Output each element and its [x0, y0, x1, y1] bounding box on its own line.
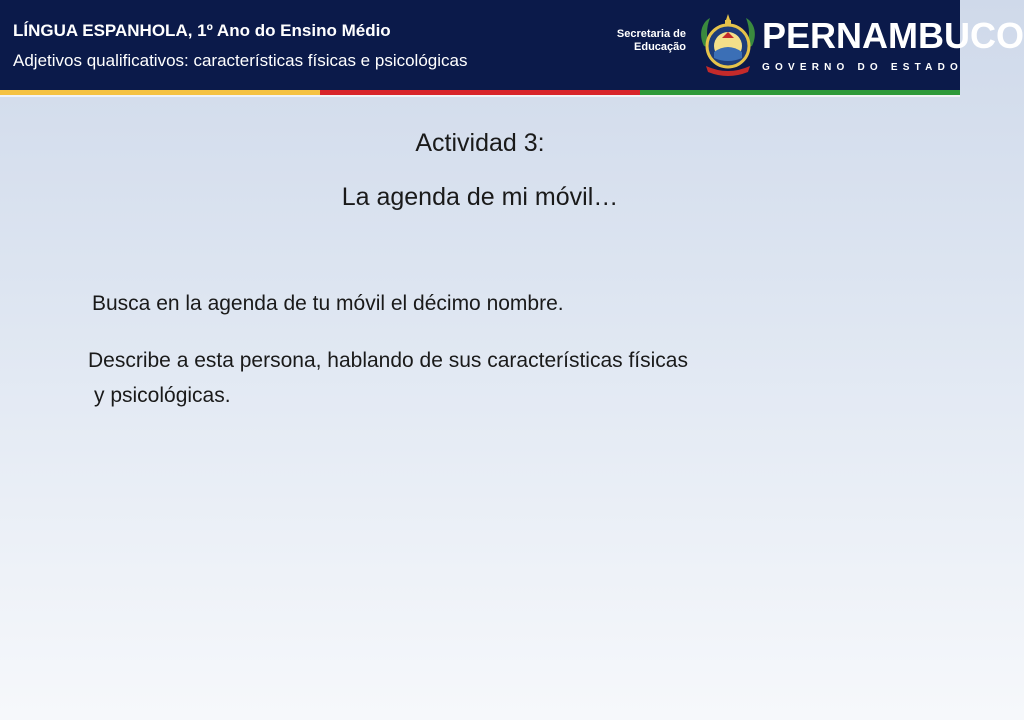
stripe-divider [0, 95, 960, 97]
header-topic-subtitle: Adjetivos qualificativos: características físicas e psicológicas [13, 51, 468, 70]
state-coat-of-arms-icon [696, 12, 760, 78]
instruction-paragraph-1: Busca en la agenda de tu móvil el décimo nombre. [92, 292, 564, 315]
activity-subtitle: La agenda de mi móvil… [341, 183, 619, 211]
instruction-paragraph-2 [88, 343, 928, 413]
instruction-paragraph-2-line1: Describe a esta persona, hablando de sus características físicas [88, 349, 688, 372]
slide-header [0, 0, 1024, 90]
activity-title: Actividad 3: [415, 129, 545, 157]
brand-pernambuco: PERNAMBUCO [762, 15, 1024, 56]
instruction-paragraph-2-line2: y psicológicas. [94, 384, 231, 407]
secretaria-label [608, 28, 686, 54]
secretaria-line1: Secretaria de [616, 28, 686, 40]
header-course-title: LÍNGUA ESPANHOLA, 1º Ano do Ensino Médio [13, 21, 391, 40]
brand-governo-do-estado: GOVERNO DO ESTADO [762, 62, 964, 73]
secretaria-line2: Educação [634, 41, 686, 53]
